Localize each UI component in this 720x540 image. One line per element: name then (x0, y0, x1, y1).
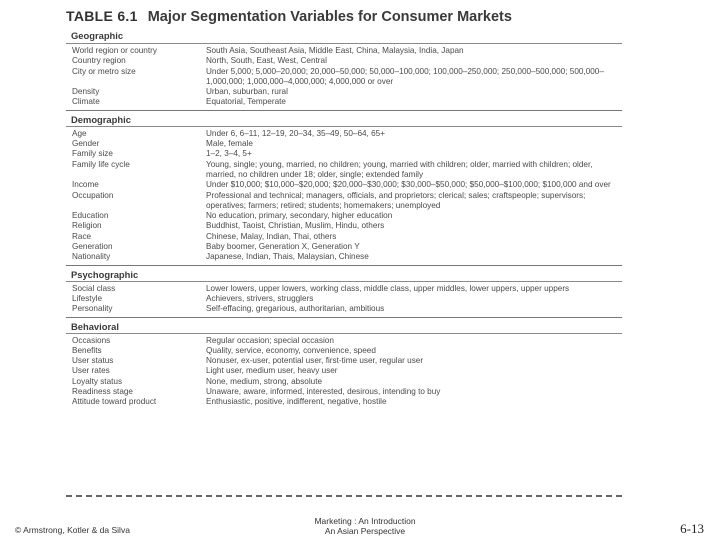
variable-examples: Under $10,000; $10,000–$20,000; $20,000–$30,000; $30,000–$50,000; $50,000–$100,000; $100,000 and over (206, 180, 611, 190)
variable-name: Occasions (72, 335, 111, 345)
variable-examples: Enthusiastic, positive, indifferent, negative, hostile (206, 397, 387, 407)
variable-name: Education (72, 211, 109, 221)
page-number: 6-13 (680, 521, 704, 536)
variable-name: Family size (72, 149, 113, 159)
table-label: TABLE 6.1 (66, 8, 138, 24)
variable-examples: Professional and technical; managers, officials, and proprietors; clerical; sales; craftspeople; supervisors; operatives; farmers; retired; students; homemakers; unemployed (206, 190, 586, 210)
variable-examples: Young, single; young, married, no children; young, married with children; older, married with children; older, married, no children under 18; older, single; extended family (206, 159, 593, 179)
variable-examples: Regular occasion; special occasion (206, 335, 334, 345)
section-body (66, 43, 622, 108)
table-row (66, 232, 622, 242)
table-row (66, 252, 622, 262)
table-row (66, 67, 622, 88)
section-heading-demographic: Demographic (66, 110, 622, 126)
section-body (66, 281, 622, 315)
book-title-footer (290, 517, 440, 536)
table-row (66, 139, 622, 149)
variable-name: Loyalty status (72, 376, 123, 386)
table-row (66, 387, 622, 397)
variable-examples: Equatorial, Temperate (206, 97, 286, 107)
variable-name: Family life cycle (72, 159, 130, 169)
variable-examples: No education, primary, secondary, higher education (206, 211, 393, 221)
variable-examples: South Asia, Southeast Asia, Middle East, China, Malaysia, India, Japan (206, 46, 464, 55)
section-heading-behavioral: Behavioral (66, 317, 622, 333)
table-row (66, 294, 622, 304)
variable-name: Gender (72, 139, 100, 149)
variable-examples: Self-effacing, gregarious, authoritarian, ambitious (206, 304, 385, 314)
table-row (66, 397, 622, 407)
table-row (66, 377, 622, 387)
section-body (66, 333, 622, 408)
table-row (66, 149, 622, 159)
table-row (66, 211, 622, 221)
variable-examples: Japanese, Indian, Thais, Malaysian, Chinese (206, 252, 369, 262)
table-row (66, 56, 622, 66)
variable-name: User rates (72, 366, 110, 376)
variable-name: World region or country (72, 46, 157, 55)
table-title: Major Segmentation Variables for Consumer Markets (147, 9, 512, 25)
variable-examples: Lower lowers, upper lowers, working class, middle class, upper middles, lower uppers, upper uppers (206, 283, 570, 293)
table-row (66, 160, 622, 181)
variable-name: Income (72, 180, 99, 190)
variable-examples: Nonuser, ex-user, potential user, first-time user, regular user (206, 356, 424, 366)
variable-name: User status (72, 356, 114, 366)
variable-examples: Quality, service, economy, convenience, speed (206, 345, 376, 355)
variable-examples: Chinese, Malay, Indian, Thai, others (206, 231, 337, 241)
variable-examples: 1–2, 3–4, 5+ (206, 149, 252, 159)
variable-name: Benefits (72, 345, 102, 355)
variable-name: Lifestyle (72, 293, 103, 303)
variable-examples: Achievers, strivers, strugglers (206, 293, 314, 303)
variable-name: Age (72, 128, 87, 138)
section-heading-geographic: Geographic (71, 30, 124, 41)
variable-examples: Baby boomer, Generation X, Generation Y (206, 242, 360, 252)
variable-name: Readiness stage (72, 387, 133, 397)
variable-name: Nationality (72, 252, 111, 262)
variable-name: Occupation (72, 190, 114, 200)
variable-examples: Under 5,000; 5,000–20,000; 20,000–50,000; 50,000–100,000; 100,000–250,000; 250,000–500,000; 500,000–1,000,000; 1,000,000–4,000,000; 4,000,000 or over (206, 66, 604, 86)
variable-name: Climate (72, 97, 100, 107)
variable-examples: Under 6, 6–11, 12–19, 20–34, 35–49, 50–64, 65+ (206, 128, 385, 138)
copyright-footer: © Armstrong, Kotler & da Silva (15, 525, 130, 535)
section-heading-psychographic: Psychographic (66, 265, 622, 281)
variable-name: Attitude toward product (72, 397, 157, 407)
variable-name: Social class (72, 283, 116, 293)
book-title-line-1: Marketing : An Introduction (314, 516, 416, 526)
table-row (66, 346, 622, 356)
variable-examples: Buddhist, Taoist, Christian, Muslim, Hindu, others (206, 221, 385, 231)
segmentation-table (66, 30, 622, 410)
variable-name: City or metro size (72, 66, 136, 76)
variable-name: Density (72, 87, 100, 97)
book-title-line-2: An Asian Perspective (324, 525, 406, 536)
variable-examples: Light user, medium user, heavy user (206, 366, 338, 376)
table-row (66, 356, 622, 366)
table-row (66, 366, 622, 376)
table-row (66, 284, 622, 294)
table-row (66, 336, 622, 346)
variable-name: Personality (72, 304, 113, 314)
variable-name: Country region (72, 56, 126, 66)
variable-examples: Male, female (206, 139, 253, 149)
table-row (66, 129, 622, 139)
table-row (66, 46, 622, 56)
table-row (66, 242, 622, 252)
variable-name: Race (72, 231, 92, 241)
variable-examples: North, South, East, West, Central (206, 56, 327, 66)
table-bottom-rule (66, 495, 622, 497)
variable-name: Generation (72, 242, 113, 252)
variable-name: Religion (72, 221, 102, 231)
variable-examples: Urban, suburban, rural (206, 87, 288, 97)
variable-examples: Unaware, aware, informed, interested, desirous, intending to buy (206, 387, 441, 397)
table-header (66, 8, 512, 25)
table-row (66, 180, 622, 190)
variable-examples: None, medium, strong, absolute (206, 376, 323, 386)
section-body (66, 126, 622, 263)
table-row (66, 304, 622, 314)
table-row (66, 97, 622, 107)
table-row (66, 221, 622, 231)
table-row (66, 191, 622, 212)
table-row (66, 87, 622, 97)
